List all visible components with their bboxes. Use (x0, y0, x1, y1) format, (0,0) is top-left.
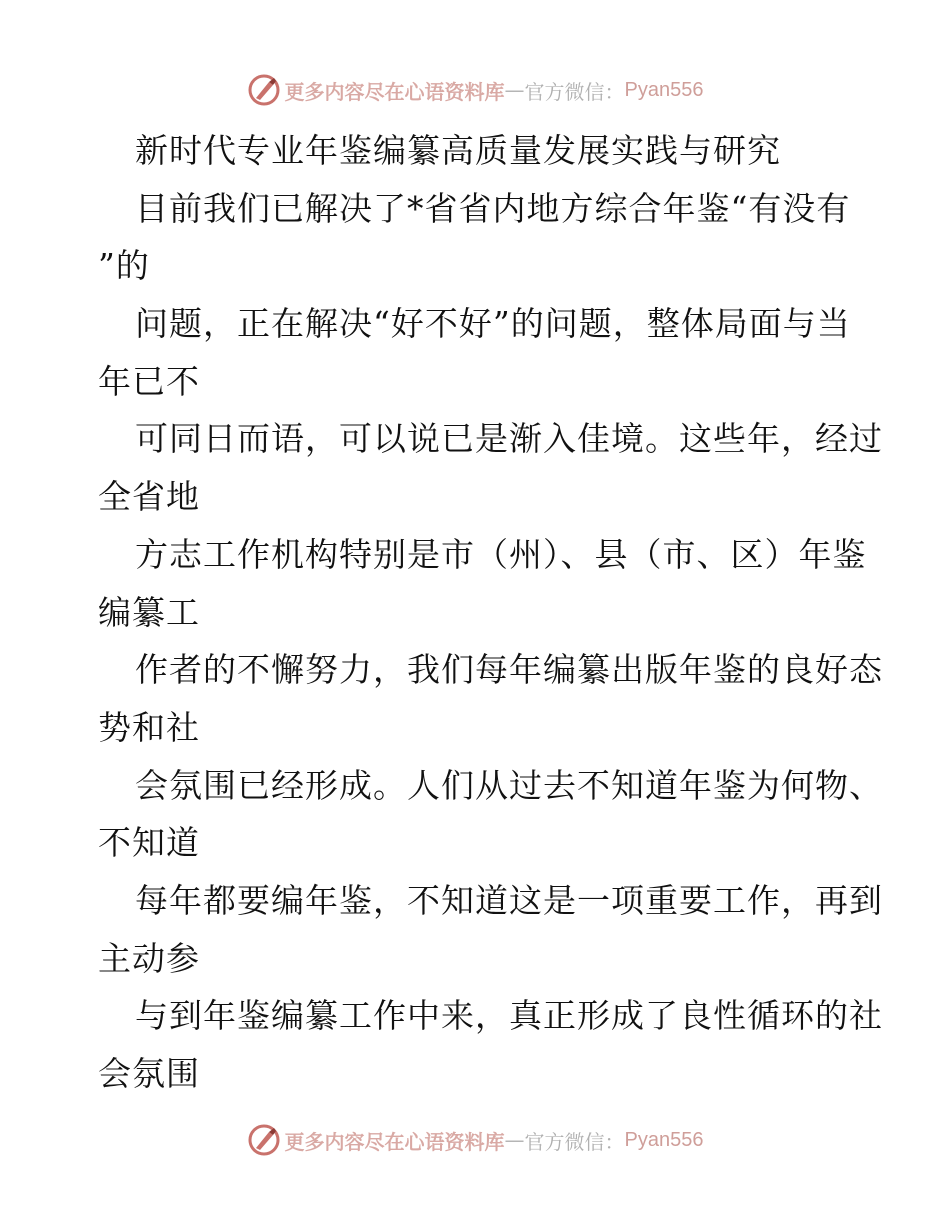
watermark-wechat-id: Pyan556 (624, 78, 704, 101)
paragraph-line: 与到年鉴编纂工作中来，真正形成了良性循环的社 (135, 996, 883, 1036)
paragraph-line: 问题，正在解决“好不好”的问题，整体局面与当 (135, 304, 851, 344)
watermark-text: 更多内容尽在心语资料库 (284, 79, 505, 104)
watermark-separator: — (504, 78, 525, 102)
paragraph-line: 每年都要编年鉴，不知道这是一项重要工作，再到 (135, 880, 883, 920)
paragraph-line-wrap: 不知道 (98, 823, 200, 863)
paragraph-line-wrap: 会氛围 (98, 1054, 200, 1093)
document-body (98, 122, 883, 1103)
paragraph-line: 会氛围已经形成。人们从过去不知道年鉴为何物、 (135, 765, 883, 805)
watermark-wechat-label: 官方微信： (524, 79, 625, 104)
quill-pen-logo-icon (247, 1123, 281, 1157)
paragraph-line: 目前我们已解决了*省省内地方综合年鉴“有没有 (135, 188, 851, 228)
quill-pen-logo-icon (247, 73, 281, 107)
paragraph-line: 作者的不懈努力，我们每年编纂出版年鉴的良好态 (135, 650, 883, 690)
paragraph-line-wrap: ”的 (98, 246, 150, 286)
paragraph-line-wrap: 编纂工 (98, 592, 200, 632)
watermark-wechat-label: 官方微信： (524, 1129, 625, 1154)
watermark-separator: — (504, 1128, 525, 1152)
document-title: 新时代专业年鉴编纂高质量发展实践与研究 (135, 131, 781, 170)
footer-watermark-banner (0, 1120, 950, 1160)
paragraph-line-wrap: 年已不 (98, 361, 200, 401)
paragraph-line: 方志工作机构特别是市（州）、县（市、区）年鉴 (135, 534, 867, 574)
watermark-wechat-id: Pyan556 (624, 1128, 704, 1151)
watermark-text: 更多内容尽在心语资料库 (284, 1129, 505, 1154)
paragraph-line: 可同日而语，可以说已是渐入佳境。这些年，经过 (135, 419, 883, 459)
paragraph-line-wrap: 全省地 (98, 477, 200, 517)
header-watermark-banner (0, 70, 950, 110)
paragraph-line-wrap: 势和社 (98, 707, 200, 747)
paragraph-line-wrap: 主动参 (98, 938, 200, 978)
